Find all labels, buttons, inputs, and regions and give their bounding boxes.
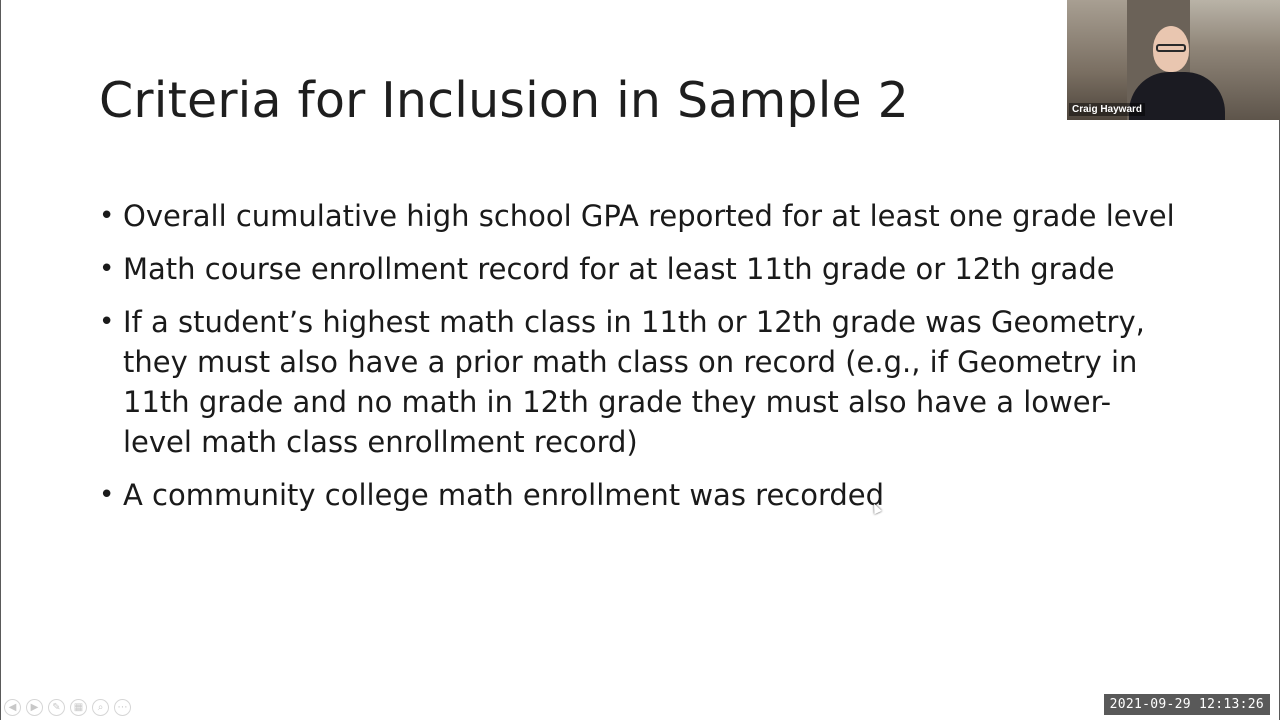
bullet-dot-icon: • bbox=[99, 480, 115, 510]
previous-slide-icon[interactable]: ◀ bbox=[4, 699, 21, 716]
see-all-slides-icon[interactable]: ▦ bbox=[70, 699, 87, 716]
more-options-icon[interactable]: ⋯ bbox=[114, 699, 131, 716]
participant-video-tile[interactable] bbox=[1067, 0, 1280, 120]
zoom-icon[interactable]: ⌕ bbox=[92, 699, 109, 716]
recording-timestamp: 2021-09-29 12:13:26 bbox=[1104, 694, 1270, 715]
next-slide-icon[interactable]: ▶ bbox=[26, 699, 43, 716]
bullet-text: If a student’s highest math class in 11th or 12th grade was Geometry, they must also have a prior math class on record (e.g., if Geometry in 11th grade and no math in 12th grade they must also have a lower-level math class enrollment record) bbox=[123, 305, 1145, 459]
participant-name-label: Craig Hayward bbox=[1069, 103, 1145, 116]
slide-title: Criteria for Inclusion in Sample 2 bbox=[99, 72, 910, 129]
bullet-dot-icon: • bbox=[99, 201, 115, 231]
bullet-item bbox=[99, 475, 1179, 515]
bullet-text: Math course enrollment record for at least 11th grade or 12th grade bbox=[123, 252, 1115, 286]
bullet-item bbox=[99, 249, 1179, 289]
pen-icon[interactable]: ✎ bbox=[48, 699, 65, 716]
bullet-text: Overall cumulative high school GPA reported for at least one grade level bbox=[123, 199, 1175, 233]
bullet-item bbox=[99, 302, 1179, 462]
bullet-item bbox=[99, 196, 1179, 236]
bullet-text: A community college math enrollment was recorded bbox=[123, 478, 885, 512]
bullet-list bbox=[99, 196, 1179, 528]
bullet-dot-icon: • bbox=[99, 254, 115, 284]
bullet-dot-icon: • bbox=[99, 307, 115, 337]
slideshow-controls bbox=[4, 697, 131, 717]
video-background-left bbox=[1067, 0, 1127, 120]
glasses-icon bbox=[1156, 44, 1186, 52]
